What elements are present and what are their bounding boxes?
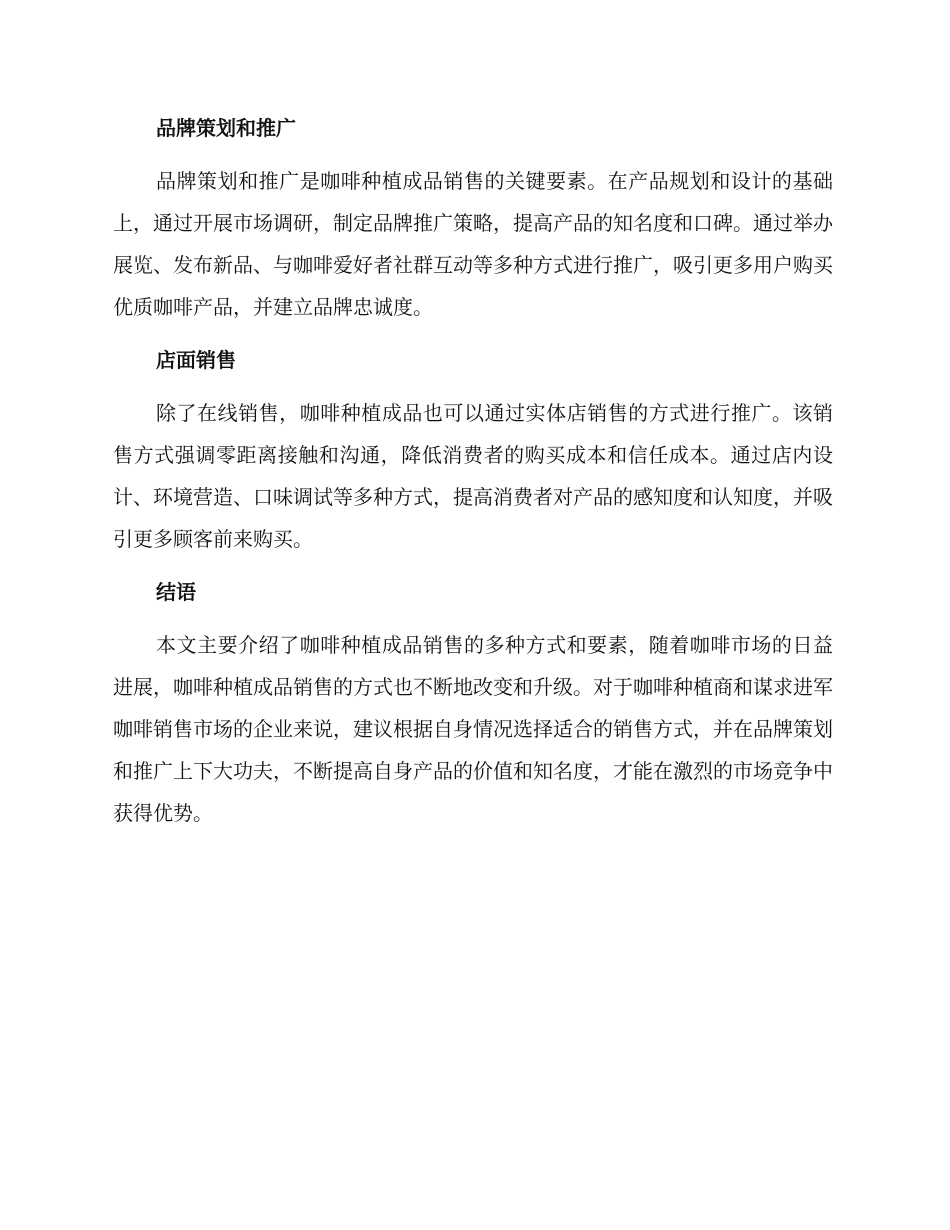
section-paragraph: 品牌策划和推广是咖啡种植成品销售的关键要素。在产品规划和设计的基础上，通过开展市场调研，制定品牌推广策略，提高产品的知名度和口碑。通过举办展览、发布新品、与咖啡爱好者社群互动等多种方式进行推广，吸引更多用户购买优质咖啡产品，并建立品牌忠诚度。: [113, 169, 833, 319]
section-paragraph: 本文主要介绍了咖啡种植成品销售的多种方式和要素，随着咖啡市场的日益进展，咖啡种植成品销售的方式也不断地改变和升级。对于咖啡种植商和谋求进军咖啡销售市场的企业来说，建议根据自身情况选择适合的销售方式，并在品牌策划和推广上下大功夫，不断提高自身产品的价值和知名度，才能在激烈的市场竞争中获得优势。: [113, 633, 833, 825]
section-heading: 店面销售: [156, 348, 236, 372]
section-conclusion: [113, 572, 833, 834]
document-page: [113, 108, 833, 834]
section-store-sales: [113, 340, 833, 560]
section-heading: 品牌策划和推广: [156, 116, 296, 140]
section-brand-promotion: [113, 108, 833, 328]
section-heading: 结语: [156, 580, 196, 604]
section-paragraph: 除了在线销售，咖啡种植成品也可以通过实体店销售的方式进行推广。该销售方式强调零距离接触和沟通，降低消费者的购买成本和信任成本。通过店内设计、环境营造、口味调试等多种方式，提高消费者对产品的感知度和认知度，并吸引更多顾客前来购买。: [113, 401, 833, 551]
